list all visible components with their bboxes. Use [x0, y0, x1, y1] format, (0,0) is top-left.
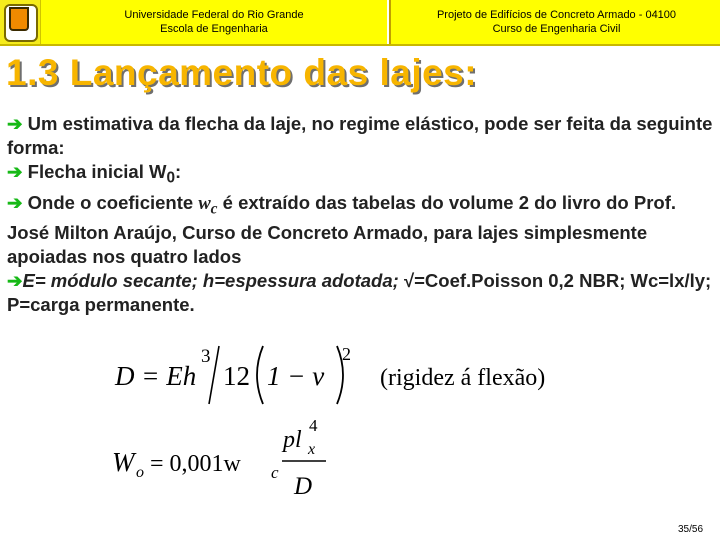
university-name: Universidade Federal do Rio Grande	[124, 9, 304, 21]
bullet-3-suffix: é extraído das tabelas do volume 2 do livro do Prof. José Milton Araújo, Curso de Concreto Armado, para lajes simplesmente apoiadas nos quatro lados	[7, 191, 676, 268]
bullet-2-prefix: Flecha inicial W	[27, 161, 167, 182]
formula-d-paren-left	[257, 346, 263, 404]
formula-d-paren-content: 1 − ν	[267, 361, 325, 391]
arrow-right-icon: ➔	[7, 270, 23, 292]
deflection-formula	[110, 414, 340, 504]
formula-d-slash	[209, 346, 219, 404]
slide-body	[7, 112, 715, 317]
course-name: Curso de Engenharia Civil	[492, 23, 621, 35]
bullet-3-w: w	[198, 193, 211, 214]
arrow-right-icon: ➔	[7, 191, 23, 213]
formula-w-mid: = 0,001w	[150, 451, 241, 477]
school-name: Escola de Engenharia	[160, 23, 268, 35]
bullet-4	[7, 269, 715, 317]
arrow-right-icon: ➔	[7, 113, 23, 134]
formula-w-lhs: W	[112, 447, 135, 477]
header-left	[41, 0, 387, 44]
bullet-1-text: Um estimativa da flecha da laje, no regime elástico, pode ser feita da seguinte forma:	[7, 113, 713, 158]
header-divider	[0, 44, 720, 46]
logo-inner	[9, 7, 29, 31]
university-logo-icon	[0, 0, 41, 44]
bullet-4-rest: √=Coef.Poisson 0,2 NBR; Wc=lx/ly; P=carga permanente.	[7, 270, 712, 316]
bullet-3-prefix: Onde o coeficiente	[27, 191, 199, 213]
formula-w-num-sup: 4	[309, 416, 318, 435]
formula-d-lhs: D = Eh	[115, 361, 197, 391]
arrow-right-icon: ➔	[7, 161, 23, 182]
formula-w-num: pl	[283, 427, 302, 453]
rigidity-formula	[113, 342, 603, 412]
bullet-4-italic: E= módulo secante; h=espessura adotada;	[22, 270, 404, 292]
formula-d-div: 12	[223, 361, 250, 391]
page-number: 35/56	[678, 524, 704, 535]
formula-w-den: D	[294, 473, 313, 500]
bullet-3	[7, 191, 715, 270]
formula-w-num-sub: x	[308, 441, 316, 458]
formula-d-note: (rigidez á flexão)	[380, 365, 546, 391]
formula-w-mid-sub: c	[271, 463, 279, 482]
formula-w-lhs-sub: o	[136, 464, 144, 481]
bullet-2-suffix: :	[175, 161, 182, 182]
formula-d-exp: 3	[201, 346, 211, 367]
header-right	[389, 0, 720, 44]
course-project-title: Projeto de Edifícios de Concreto Armado - 04100	[436, 9, 677, 21]
bullet-2	[7, 160, 715, 191]
bullet-2-sub: 0	[166, 169, 176, 187]
slide-title: 1.3 Lançamento das lajes:	[6, 52, 478, 93]
bullet-3-sub: c	[210, 200, 218, 218]
bullet-1	[7, 112, 715, 160]
formula-d-paren-exp: 2	[342, 344, 351, 364]
